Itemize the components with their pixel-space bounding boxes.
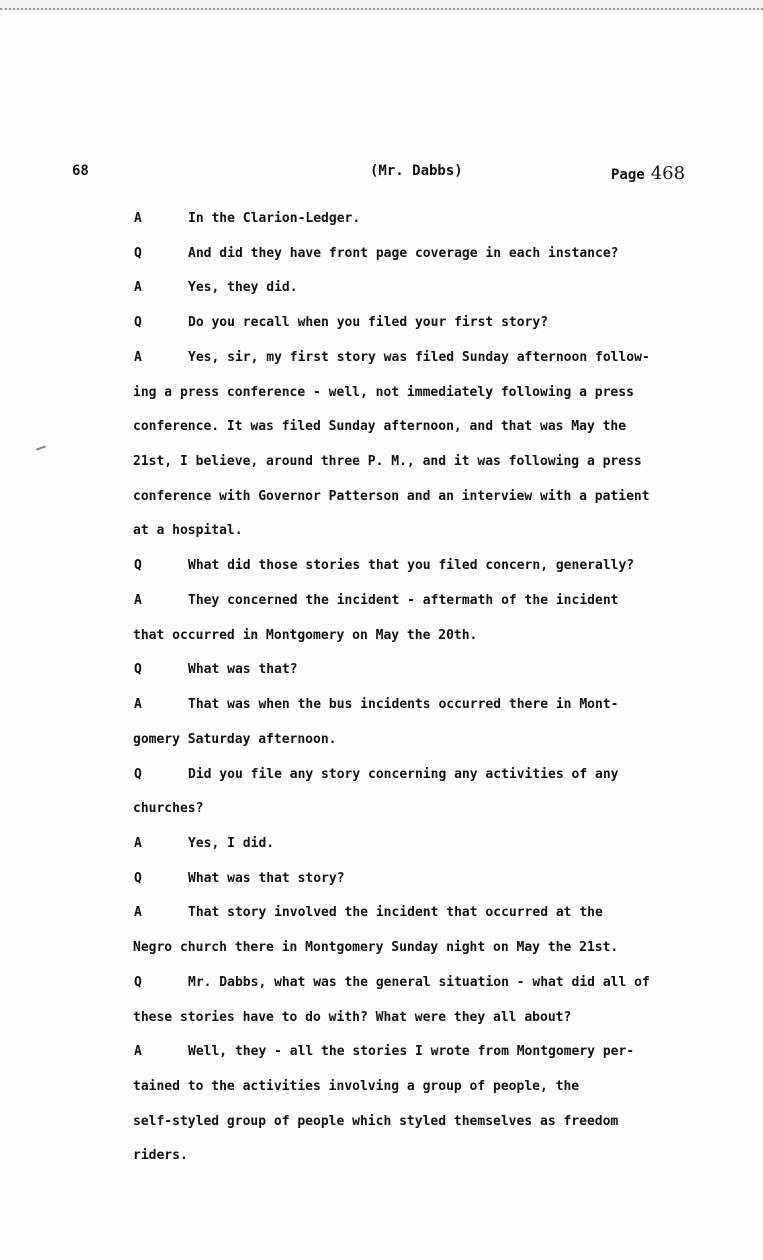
line-text: conference. It was filed Sunday afternoon, and that was May the xyxy=(133,419,627,435)
transcript-line xyxy=(0,626,763,661)
transcript-line xyxy=(0,1146,763,1181)
transcript-line xyxy=(0,383,763,418)
page-number: 68 xyxy=(72,163,89,179)
transcript-line xyxy=(0,973,763,1008)
line-text: at a hospital. xyxy=(133,523,243,539)
line-text: that occurred in Montgomery on May the 20th. xyxy=(133,627,478,643)
line-text: Mr. Dabbs, what was the general situation - what did all of xyxy=(188,974,650,990)
transcript-line xyxy=(0,417,763,452)
line-text: ing a press conference - well, not immediately following a press xyxy=(133,384,634,400)
line-text: tained to the activities involving a group of people, the xyxy=(133,1078,580,1094)
transcript-line xyxy=(0,1042,763,1077)
transcript-line xyxy=(0,660,763,695)
line-text: And did they have front page coverage in each instance? xyxy=(188,245,619,261)
answer-marker: A xyxy=(134,835,142,851)
transcript-line xyxy=(0,938,763,973)
transcript-line xyxy=(0,1077,763,1112)
transcript-line xyxy=(0,695,763,730)
question-marker: Q xyxy=(134,870,142,886)
line-text: That story involved the incident that occurred at the xyxy=(188,905,603,921)
question-marker: Q xyxy=(134,662,142,678)
transcript-line xyxy=(0,591,763,626)
question-marker: Q xyxy=(134,315,142,331)
transcript-line xyxy=(0,834,763,869)
line-text: these stories have to do with? What were they all about? xyxy=(133,1009,572,1025)
line-text: riders. xyxy=(133,1148,188,1164)
transcript-line xyxy=(0,765,763,800)
line-text: Yes, sir, my first story was filed Sunday afternoon follow- xyxy=(188,349,650,365)
transcript-line xyxy=(0,452,763,487)
answer-marker: A xyxy=(134,905,142,921)
transcript-line xyxy=(0,869,763,904)
transcript-line xyxy=(0,521,763,556)
transcript-line xyxy=(0,799,763,834)
transcript-body xyxy=(0,209,763,1181)
transcript-line xyxy=(0,1008,763,1043)
answer-marker: A xyxy=(134,349,142,365)
question-marker: Q xyxy=(134,974,142,990)
line-text: That was when the bus incidents occurred there in Mont- xyxy=(188,697,619,713)
page-ref-number: 468 xyxy=(650,163,686,184)
line-text: What was that story? xyxy=(188,870,345,886)
transcript-line xyxy=(0,348,763,383)
line-text: Negro church there in Montgomery Sunday night on May the 21st. xyxy=(133,940,619,956)
transcript-line xyxy=(0,556,763,591)
question-marker: Q xyxy=(134,245,142,261)
answer-marker: A xyxy=(134,211,142,226)
transcript-line xyxy=(0,244,763,279)
question-marker: Q xyxy=(134,558,142,574)
page-label: Page xyxy=(611,167,645,183)
transcript-line xyxy=(0,730,763,765)
line-text: They concerned the incident - aftermath of the incident xyxy=(188,592,619,608)
witness-name: (Mr. Dabbs) xyxy=(370,163,463,179)
page-header xyxy=(0,163,763,187)
line-text: Did you file any story concerning any activities of any xyxy=(188,766,619,782)
transcript-line xyxy=(0,313,763,348)
scan-top-edge xyxy=(0,0,763,10)
line-text: Yes, I did. xyxy=(188,835,275,851)
transcript-line xyxy=(0,1112,763,1147)
line-text: What was that? xyxy=(188,662,298,678)
question-marker: Q xyxy=(134,766,142,782)
line-text: conference with Governor Patterson and an interview with a patient xyxy=(133,488,650,504)
line-text: In the Clarion-Ledger. xyxy=(188,211,361,226)
line-text: churches? xyxy=(133,801,204,817)
answer-marker: A xyxy=(134,592,142,608)
answer-marker: A xyxy=(134,1044,142,1060)
transcript-line xyxy=(0,903,763,938)
line-text: Do you recall when you filed your first story? xyxy=(188,315,549,331)
line-text: 21st, I believe, around three P. M., and it was following a press xyxy=(133,454,642,470)
transcript-line xyxy=(0,487,763,522)
line-text: Well, they - all the stories I wrote from Montgomery per- xyxy=(188,1044,635,1060)
transcript-line xyxy=(0,209,763,244)
answer-marker: A xyxy=(134,697,142,713)
answer-marker: A xyxy=(134,280,142,296)
page-reference xyxy=(611,163,685,184)
line-text: Yes, they did. xyxy=(188,280,298,296)
line-text: gomery Saturday afternoon. xyxy=(133,731,337,747)
transcript-line xyxy=(0,278,763,313)
line-text: What did those stories that you filed concern, generally? xyxy=(188,558,635,574)
line-text: self-styled group of people which styled themselves as freedom xyxy=(133,1113,619,1129)
